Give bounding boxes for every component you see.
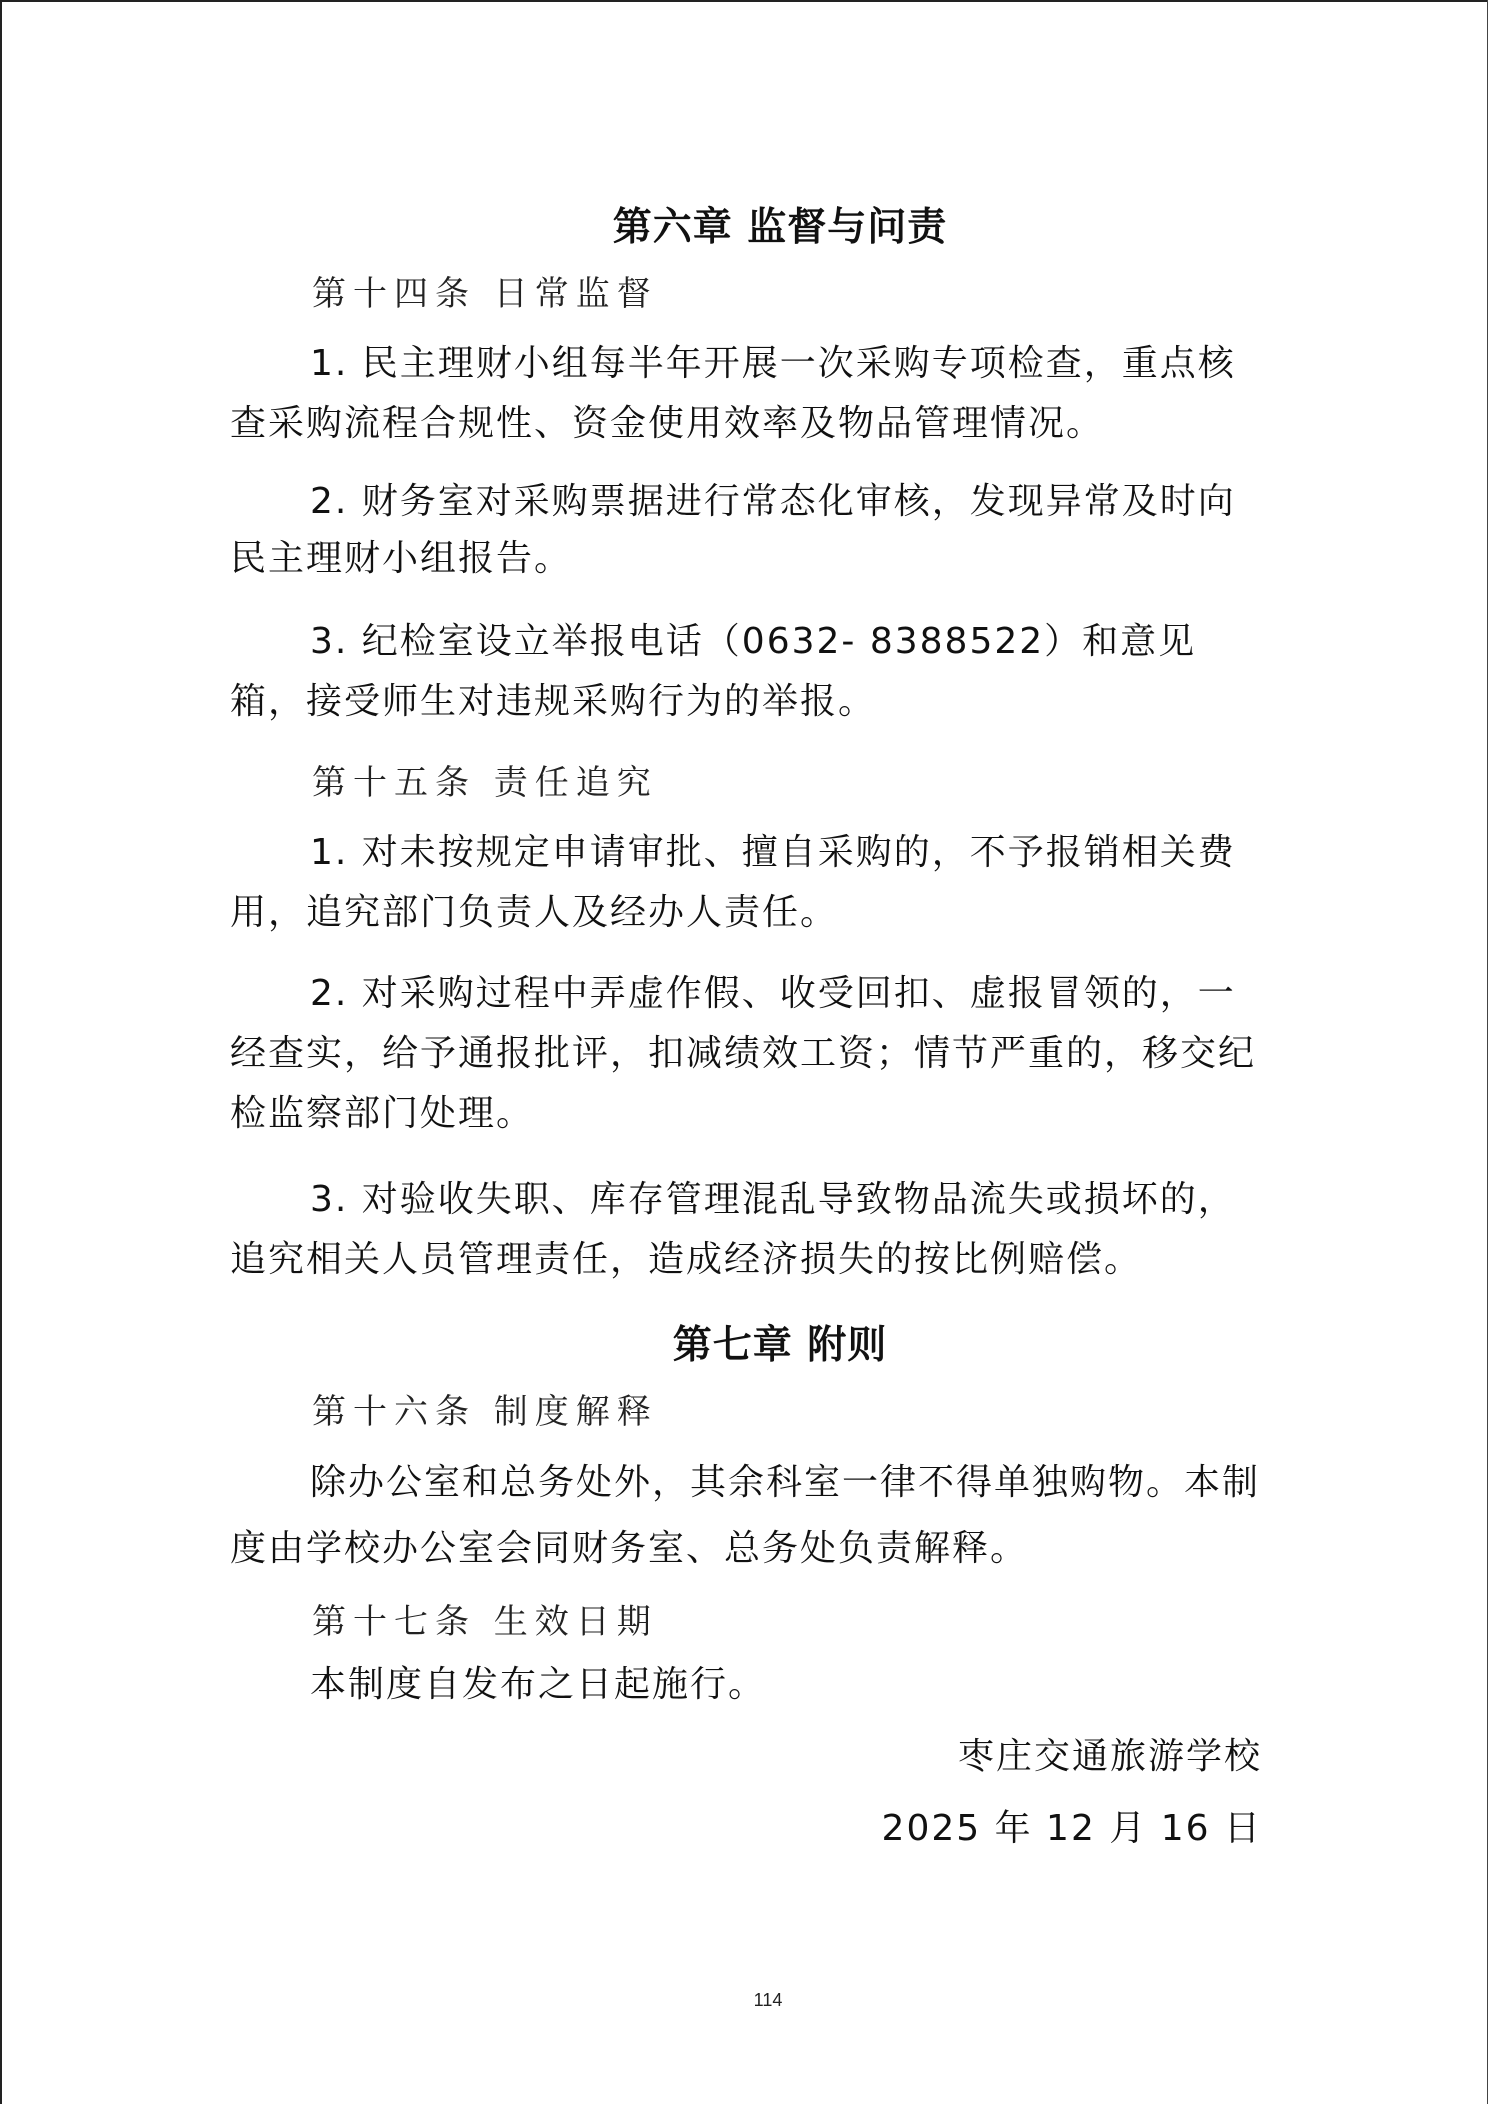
article-17-text: 本制度自发布之日起施行。 (310, 1664, 767, 1705)
article-14-item-3: 3. 纪检室设立举报电话（0632- 8388522）和意见箱，接受师生对违规采购行为的举报。 (230, 621, 1197, 722)
article-15-item-1: 1. 对未按规定申请审批、擅自采购的，不予报销相关费用，追究部门负责人及经办人责任。 (230, 832, 1236, 933)
article-15-item-2: 2. 对采购过程中弄虚作假、收受回扣、虚报冒领的，一经查实，给予通报批评，扣减绩效工资；情节严重的，移交纪检监察部门处理。 (230, 973, 1257, 1134)
article-15-title: 第十五条 责任追究 (312, 763, 658, 803)
article-14-item-2: 2. 财务室对采购票据进行常态化审核，发现异常及时向民主理财小组报告。 (230, 481, 1236, 579)
signature-date: 2025 年 12 月 16 日 (881, 1808, 1262, 1849)
chapter-7-title: 第七章 附则 (672, 1323, 888, 1368)
page-border-left (0, 0, 2, 2104)
page-border-top (0, 0, 1488, 2)
article-15-item-3: 3. 对验收失职、库存管理混乱导致物品流失或损坏的，追究相关人员管理责任，造成经济损失的按比例赔偿。 (230, 1179, 1236, 1280)
page-number: 114 (753, 1990, 783, 2010)
chapter-6-title: 第六章 监督与问责 (612, 205, 948, 250)
signature-organization: 枣庄交通旅游学校 (957, 1736, 1262, 1777)
article-16-title: 第十六条 制度解释 (312, 1392, 658, 1432)
article-17-title: 第十七条 生效日期 (312, 1602, 658, 1642)
article-16-text: 除办公室和总务处外，其余科室一律不得单独购物。本制度由学校办公室会同财务室、总务处负责解释。 (230, 1462, 1261, 1569)
article-14-item-1: 1. 民主理财小组每半年开展一次采购专项检查，重点核查采购流程合规性、资金使用效率及物品管理情况。 (230, 343, 1236, 444)
article-14-title: 第十四条 日常监督 (312, 274, 658, 314)
